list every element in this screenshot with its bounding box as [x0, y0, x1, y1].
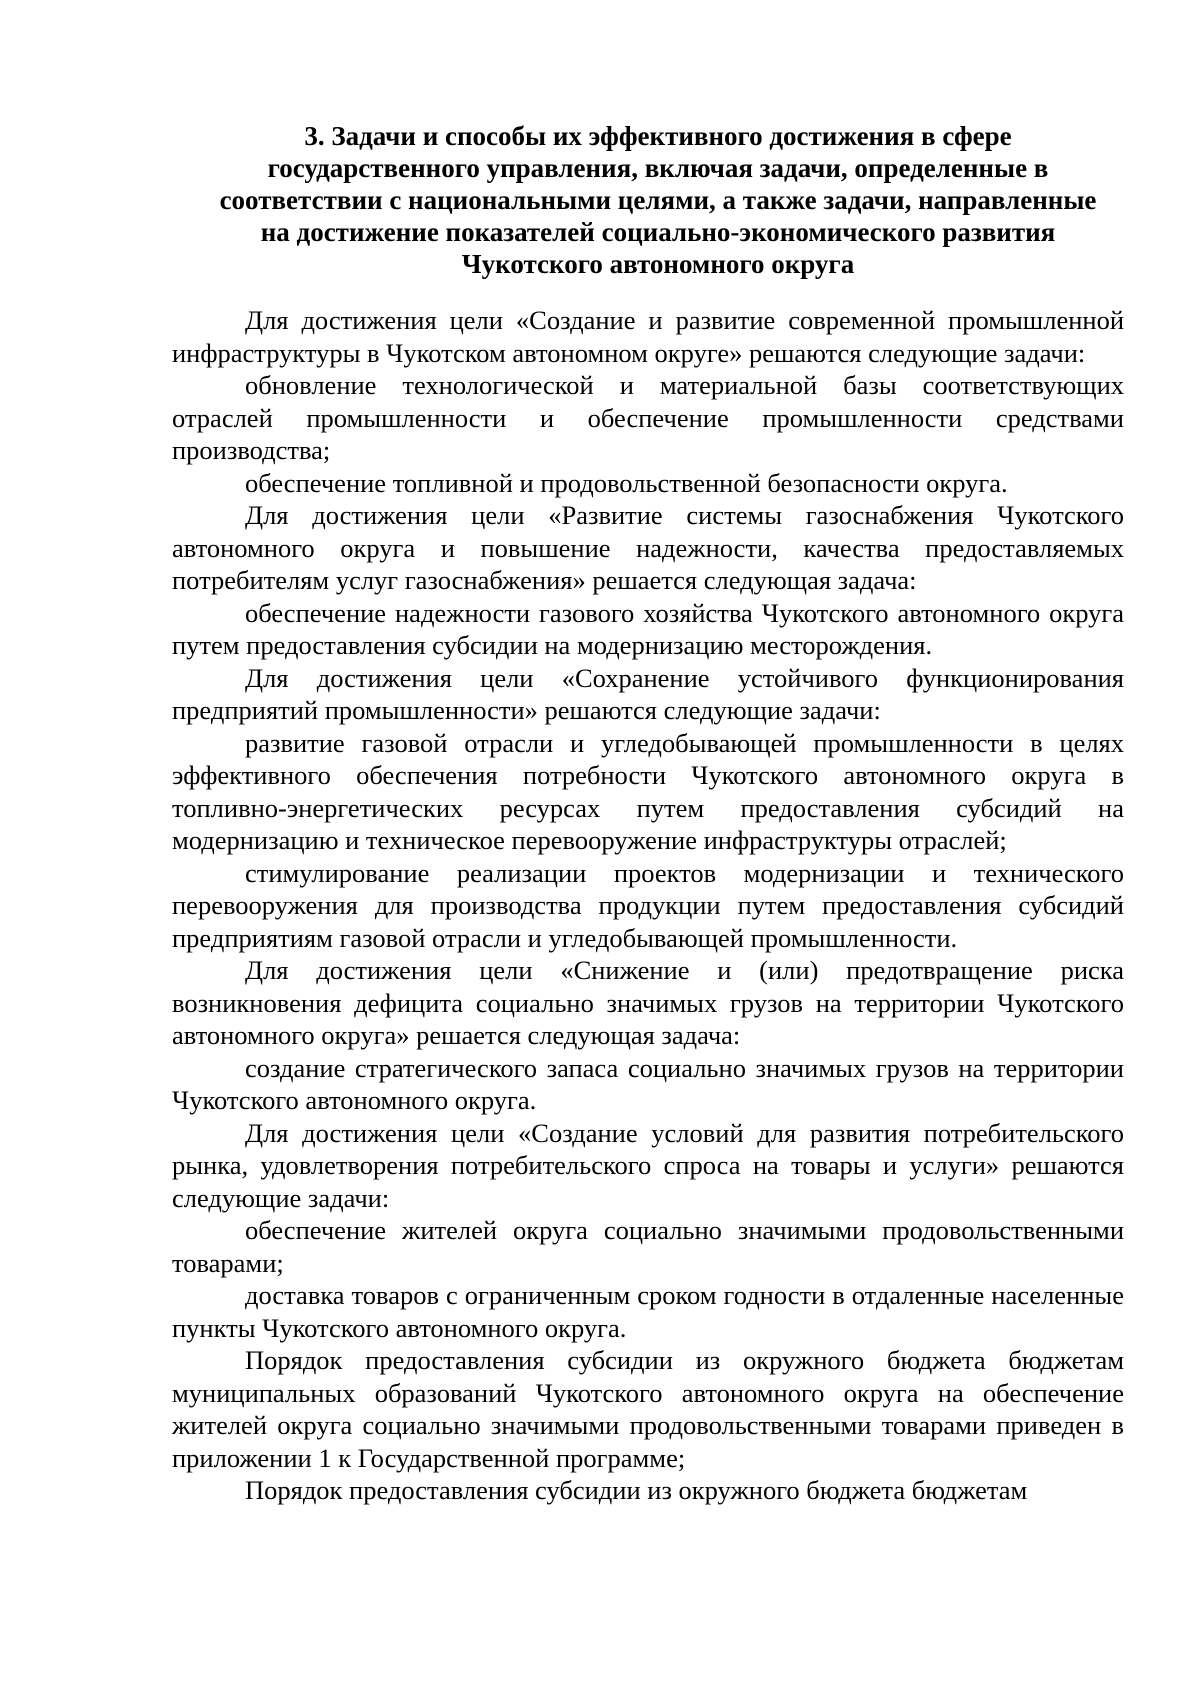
heading-line: соответствии с национальными целями, а также задачи, направленные: [219, 185, 1097, 215]
heading-line: государственного управления, включая задачи, определенные в: [267, 153, 1049, 183]
heading-line: на достижение показателей социально-экономического развития: [260, 217, 1056, 247]
paragraph: обновление технологической и материальной базы соответствующих отраслей промышленности и обеспечение промышленности средствами производства;: [172, 370, 1124, 465]
paragraph: доставка товаров с ограниченным сроком годности в отдаленные населенные пункты Чукотского автономного округа.: [172, 1280, 1124, 1343]
paragraph: Для достижения цели «Снижение и (или) предотвращение риска возникновения дефицита социально значимых грузов на территории Чукотского автономного округа» решается следующая задача:: [172, 955, 1124, 1050]
heading-line: Чукотского автономного округа: [461, 249, 855, 279]
paragraph: стимулирование реализации проектов модернизации и технического перевооружения для производства продукции путем предоставления субсидий предприятиям газовой отрасли и угледобывающей промышленности.: [172, 857, 1124, 953]
paragraph: создание стратегического запаса социально значимых грузов на территории Чукотского автономного округа.: [172, 1052, 1124, 1115]
paragraph: Порядок предоставления субсидии из окружного бюджета бюджетам муниципальных образований Чукотского автономного округа на обеспечение жителей округа социально значимыми продовольственными товарами приведен в приложении 1 к Государственной программе;: [172, 1345, 1124, 1473]
body-text: [172, 304, 1124, 1507]
section-heading: [192, 120, 1124, 280]
paragraph: Порядок предоставления субсидии из окружного бюджета бюджетам: [245, 1475, 1028, 1505]
paragraph: Для достижения цели «Создание условий для развития потребительского рынка, удовлетворения потребительского спроса на товары и услуги» решаются следующие задачи:: [172, 1117, 1124, 1213]
paragraph: Для достижения цели «Сохранение устойчивого функционирования предприятий промышленности» решаются следующие задачи:: [172, 662, 1124, 725]
paragraph: Для достижения цели «Развитие системы газоснабжения Чукотского автономного округа и повышение надежности, качества предоставляемых потребителям услуг газоснабжения» решается следующая задача:: [172, 500, 1124, 595]
paragraph: Для достижения цели «Создание и развитие современной промышленной инфраструктуры в Чукотском автономном округе» решаются следующие задачи:: [172, 305, 1124, 368]
paragraph: обеспечение надежности газового хозяйства Чукотского автономного округа путем предоставления субсидии на модернизацию месторождения.: [172, 597, 1124, 660]
heading-line: 3. Задачи и способы их эффективного достижения в сфере: [304, 121, 1012, 151]
paragraph: обеспечение жителей округа социально значимыми продовольственными товарами;: [172, 1215, 1124, 1278]
paragraph: развитие газовой отрасли и угледобывающей промышленности в целях эффективного обеспечения потребности Чукотского автономного округа в топливно-энергетических ресурсах путем предоставления субсидий на модернизацию и техническое перевооружение инфраструктуры отраслей;: [172, 727, 1124, 855]
paragraph: обеспечение топливной и продовольственной безопасности округа.: [245, 467, 1008, 498]
